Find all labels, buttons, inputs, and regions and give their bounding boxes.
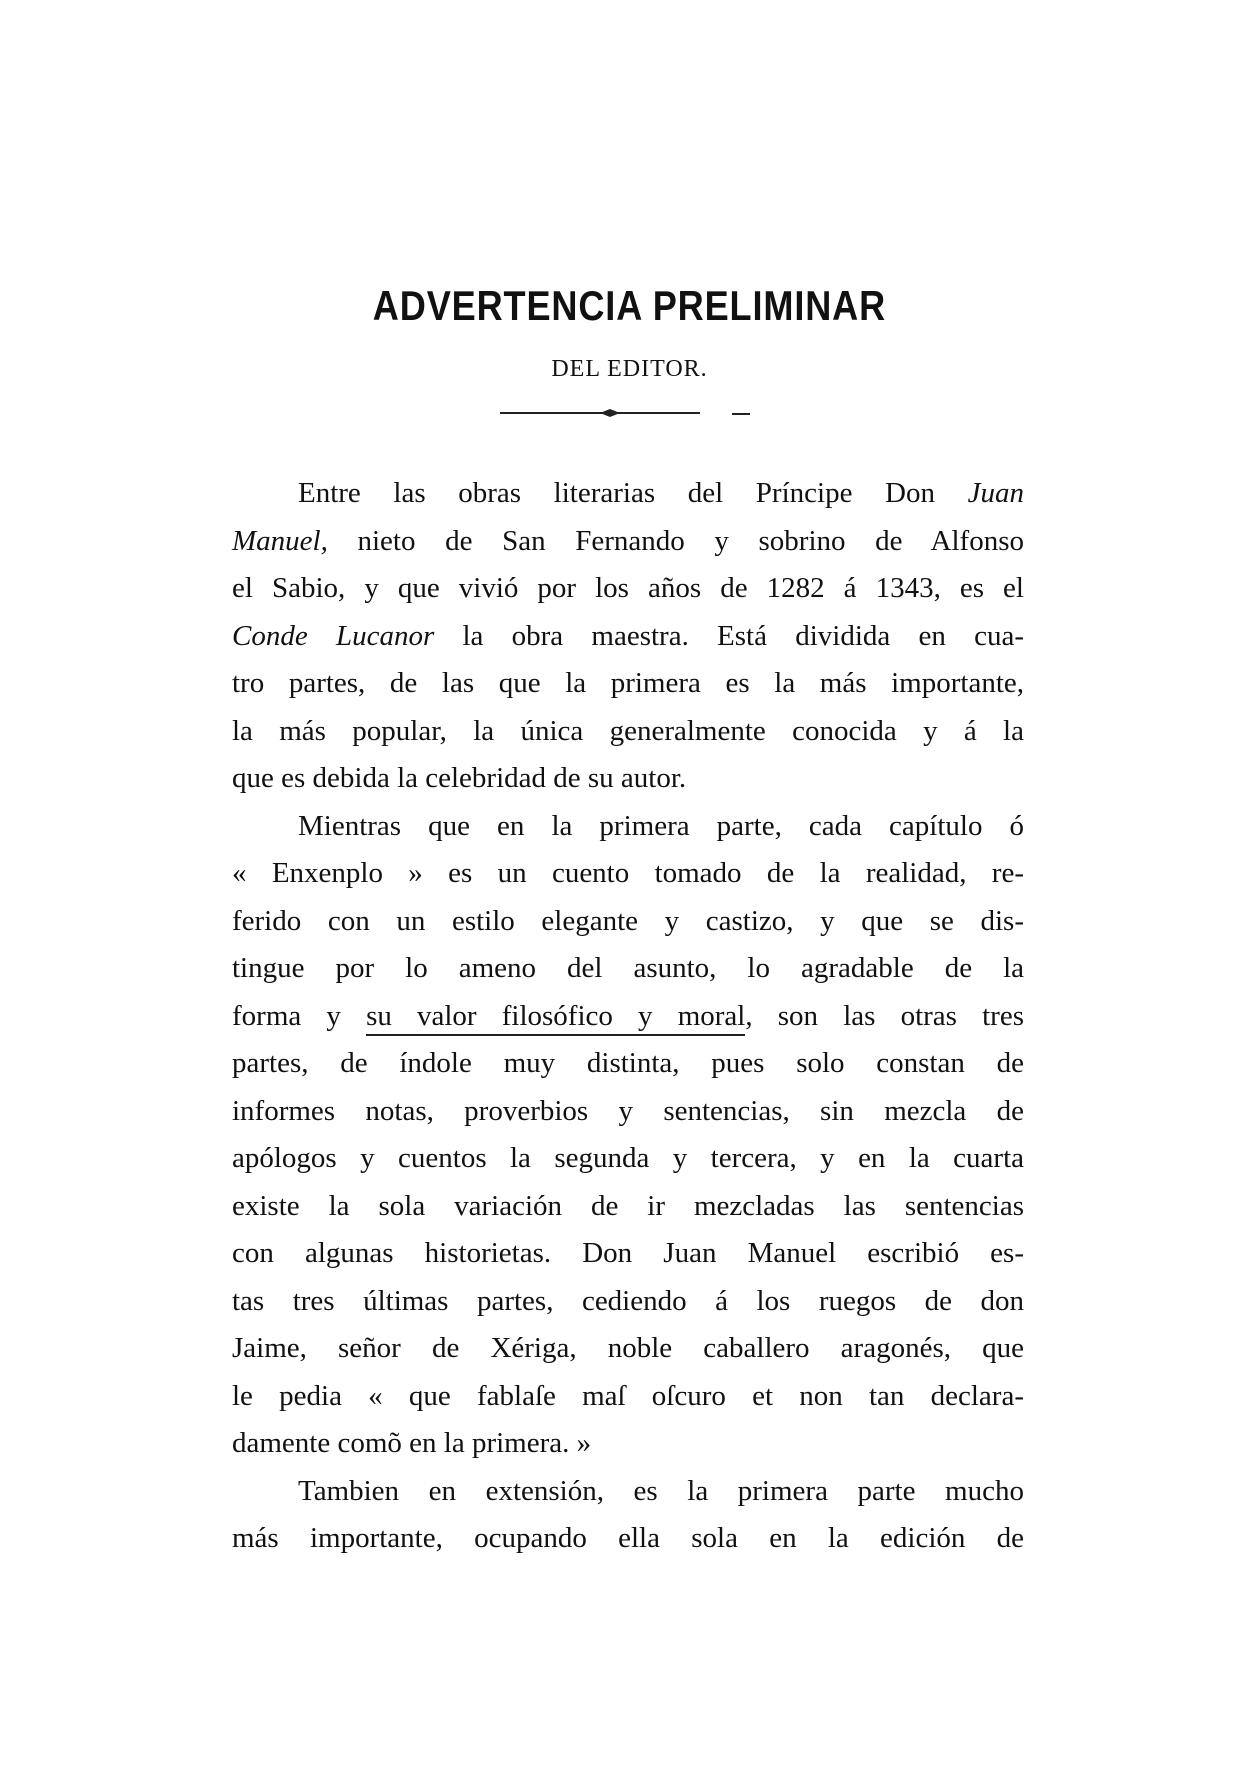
text-line: existe la sola variación de ir mezcladas las sentencias [232,1189,1024,1222]
text-line [232,518,1024,566]
page-title: ADVERTENCIA PRELIMINAR [372,282,887,329]
text-line: Jaime, señor de Xériga, noble caballero aragonés, que [232,1332,1024,1364]
text-line: tingue por lo ameno del asunto, lo agradable de la [232,952,1024,984]
text-line [232,993,1024,1041]
text-span: Entre las obras literarias del Príncipe Don [298,477,968,509]
text-line: « Enxenplo » es un cuento tomado de la realidad, re- [232,857,1024,889]
text-line: informes notas, proverbios y sentencias, sin mezcla de [232,1094,1024,1127]
handwritten-underline: su valor filosófico y moral [366,1000,745,1036]
text-line: con algunas historietas. Don Juan Manuel escribió es- [232,1237,1024,1269]
paragraph-1 [232,470,1024,803]
text-span: forma y [232,999,367,1032]
paragraph-2 [232,803,1024,1468]
text-line: que es debida la celebridad de su autor. [232,762,687,794]
text-line: damente comõ en la primera. » [232,1427,592,1459]
text-line: ferido con un estilo elegante y castizo, y que se dis- [232,904,1024,937]
text-span: , son las otras tres [745,999,1024,1032]
text-line: tas tres últimas partes, cediendo á los ruegos de don [232,1284,1024,1317]
text-line: más importante, ocupando ella sola en la edición de [232,1522,1024,1554]
italic-title: Conde Lucanor [232,619,435,652]
page-subtitle: DEL EDITOR. [551,356,708,382]
text-line: tro partes, de las que la primera es la más importante, [232,667,1024,699]
text-line [232,470,1024,518]
ornament-divider [500,406,780,420]
text-line: Tambien en extensión, es la primera parte mucho [298,1474,1024,1507]
text-line: Mientras que en la primera parte, cada capítulo ó [298,809,1024,842]
text-line: le pedia « que fablaſe maſ oſcuro et non tan declara- [232,1379,1024,1412]
text-line [232,613,1024,661]
italic-name: Juan [967,477,1024,509]
text-line: el Sabio, y que vivió por los años de 1282 á 1343, es el [232,572,1024,604]
body-text [232,470,1024,1563]
text-span: la obra maestra. Está dividida en cua- [434,619,1024,652]
text-line: partes, de índole muy distinta, pues solo constan de [232,1047,1024,1079]
text-line: apólogos y cuentos la segunda y tercera, y en la cuarta [232,1142,1024,1174]
paragraph-3 [232,1468,1024,1563]
text-span: nieto de San Fernando y sobrino de Alfonso [327,524,1024,557]
text-line: la más popular, la única generalmente conocida y á la [232,714,1024,747]
italic-name: Manuel, [232,524,328,557]
